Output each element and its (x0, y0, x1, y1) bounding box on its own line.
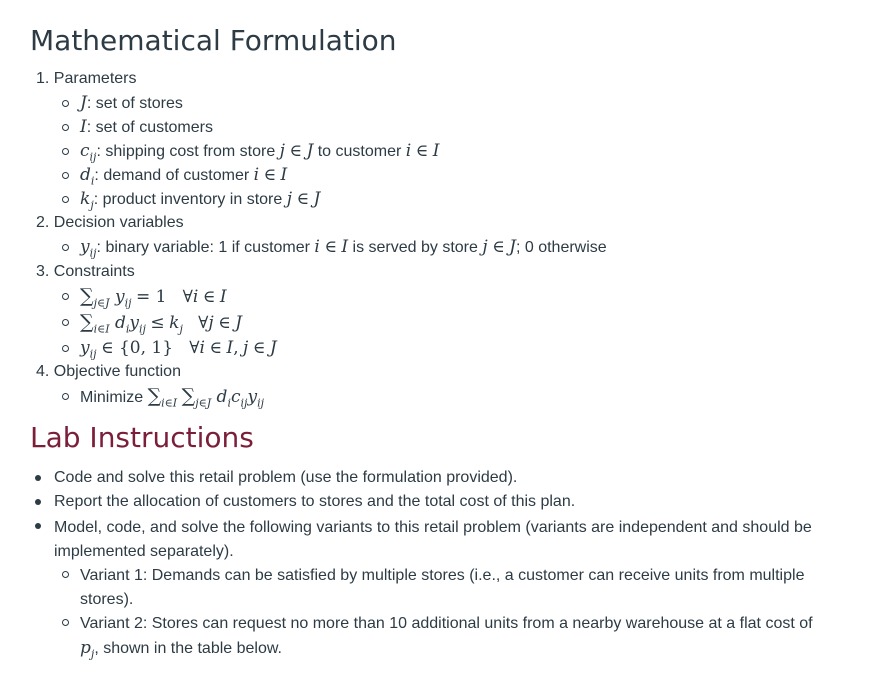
section-decision-variables (36, 213, 184, 233)
param-k: $k_j$: product inventory in store j ∈ J (80, 189, 320, 215)
param-text: : demand of customer (94, 167, 254, 184)
lab-bullet: Code and solve this retail problem (use the formulation provided). (54, 469, 518, 486)
variant-2: Variant 2: Stores can request no more than 10 additional units from a nearby warehouse at a flat cost of $p_j$, shown in the table below. (80, 612, 825, 666)
decision-text: is served by store (348, 239, 483, 256)
decision-text: ; 0 otherwise (515, 239, 607, 256)
param-text: : shipping cost from store (96, 143, 280, 160)
variant-1: Variant 1: Demands can be satisfied by multiple stores (i.e., a customer can receive units from multiple stores). (80, 564, 825, 612)
section-number: 1. (36, 70, 50, 87)
section-constraints (36, 262, 135, 282)
decision-y: $y_{ij}$: binary variable: 1 if customer i ∈ I is served by store j ∈ J; 0 otherwise (80, 237, 607, 263)
section-number: 4. (36, 363, 50, 380)
constraint-binary: $y_{ij}$ ∈ {0, 1} ∀i ∈ I, j ∈ J (80, 338, 277, 364)
objective-function: Minimize $\sum_{i\in I}$ $\sum_{j\in J}$ $d_ic_{ij}y_{ij}$ (80, 386, 264, 413)
constraint-capacity: $\sum_{i\in I}$ $d_iy_{ij} \le k_j$ ∀j ∈ J (80, 312, 242, 339)
section-number: 2. (36, 214, 50, 231)
param-text: to customer (313, 143, 406, 160)
section-label: Decision variables (53, 214, 184, 231)
lab-bullet: Report the allocation of customers to stores and the total cost of this plan. (54, 493, 576, 510)
decision-text: : binary variable: 1 if customer (96, 239, 315, 256)
objective-prefix: Minimize (80, 389, 148, 406)
section-number: 3. (36, 263, 50, 280)
param-J: J: set of stores (80, 93, 183, 113)
section-objective (36, 362, 181, 382)
lab-bullet: Model, code, and solve the following variants to this retail problem (variants are independent and should be implemented separately). (54, 516, 824, 564)
section-label: Constraints (53, 263, 135, 280)
param-I: I: set of customers (80, 117, 213, 137)
section-parameters (36, 69, 137, 89)
section-label: Parameters (53, 70, 137, 87)
section-label: Objective function (53, 363, 181, 380)
constraint-assignment: $\sum_{j\in J}$ $y_{ij} = 1$ ∀i ∈ I (80, 286, 227, 313)
lab-instructions-heading: Lab Instructions (30, 421, 254, 454)
param-c: $c_{ij}$: shipping cost from store j ∈ J to customer i ∈ I (80, 141, 439, 167)
param-text: : product inventory in store (93, 191, 287, 208)
param-text: : set of stores (86, 95, 183, 112)
param-d: $d_i$: demand of customer i ∈ I (80, 165, 287, 191)
variant-2-text: Variant 2: Stores can request no more than 10 additional units from a nearby warehouse at a flat cost of (80, 615, 813, 632)
param-text: : set of customers (86, 119, 213, 136)
formulation-heading: Mathematical Formulation (30, 24, 397, 57)
variant-2-text: , shown in the table below. (94, 640, 282, 657)
